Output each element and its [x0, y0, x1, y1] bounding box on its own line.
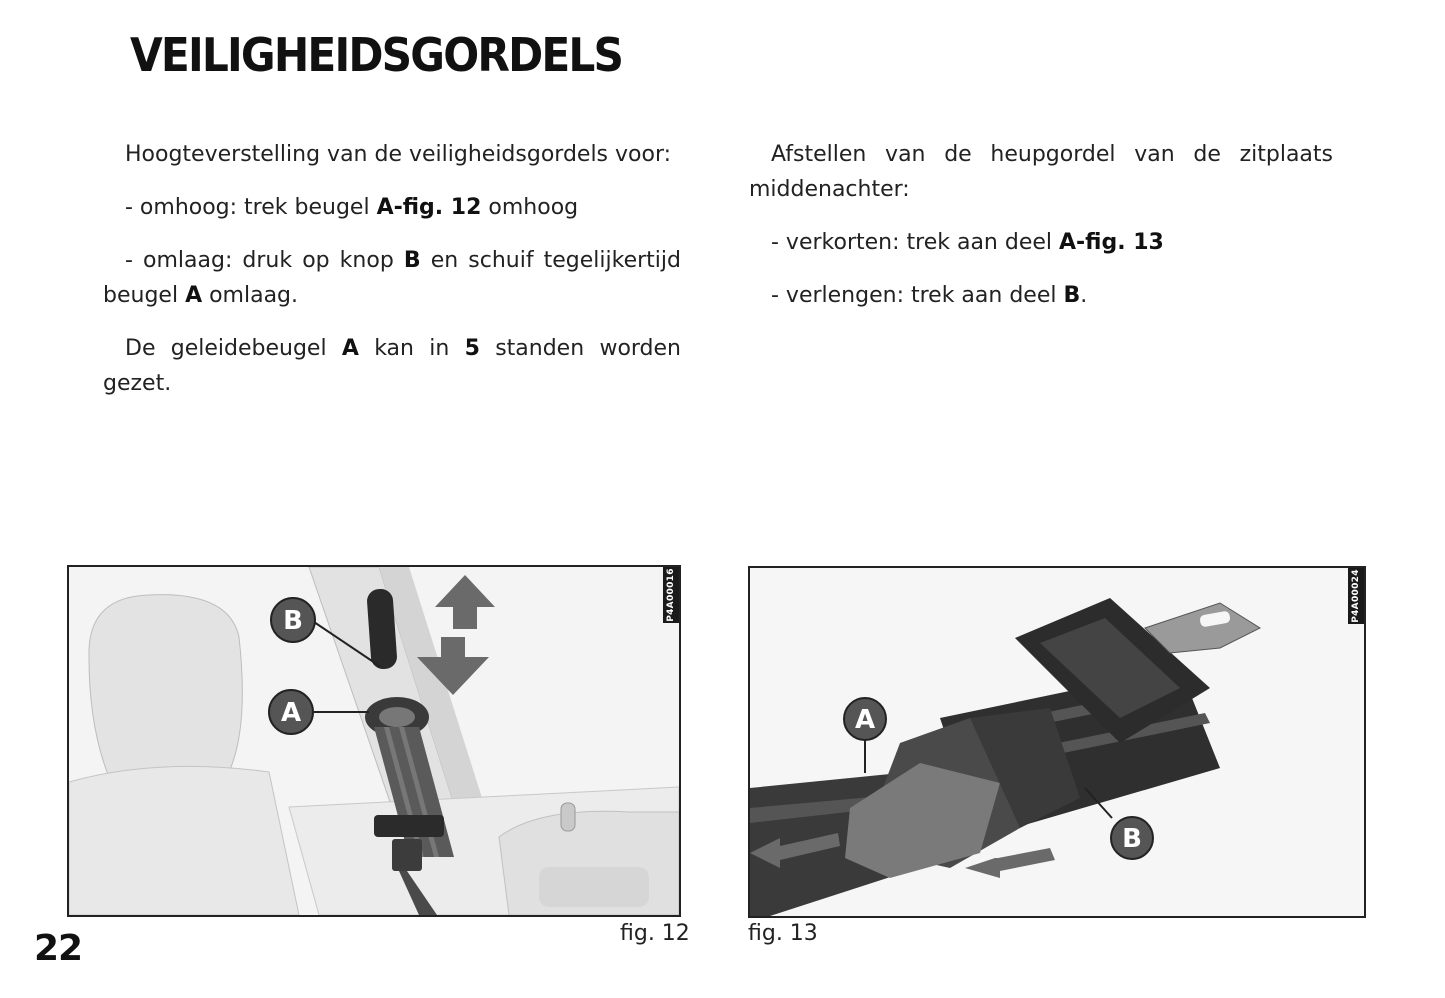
figure-13-illustration	[750, 568, 1364, 916]
left-intro: Hoogteverstelling van de veiligheidsgordels voor:	[125, 142, 672, 167]
figure-13-callout-b: B	[1122, 824, 1142, 854]
figure-12-code: P4A00016	[663, 567, 679, 623]
figure-12-caption: fig. 12	[620, 921, 690, 946]
figure-13-code: P4A00024	[1348, 568, 1364, 624]
left-item-up: - omhoog: trek beugel A-fig. 12 omhoog	[125, 195, 579, 220]
figure-13	[748, 566, 1366, 918]
figure-12-callout-a: A	[280, 698, 302, 728]
right-item-shorten: - verkorten: trek aan deel A-fig. 13	[771, 230, 1164, 255]
figure-12	[67, 565, 681, 917]
right-item-lengthen: - verlengen: trek aan deel B.	[771, 283, 1088, 308]
figure-12-illustration	[69, 567, 679, 915]
left-column	[103, 137, 681, 419]
figure-13-caption: fig. 13	[748, 921, 818, 946]
right-intro: Afstellen van de heupgordel van de zitplaats middenachter:	[749, 142, 1333, 202]
figure-12-callout-b: B	[283, 606, 303, 636]
page-title: VEILIGHEIDSGORDELS	[130, 28, 623, 82]
right-column	[749, 137, 1333, 331]
left-note: De geleidebeugel A kan in 5 standen worden gezet.	[103, 336, 682, 396]
page-number: 22	[34, 928, 83, 969]
left-item-down: - omlaag: druk op knop B en schuif tegelijkertijd beugel A omlaag.	[103, 248, 681, 308]
figure-13-callout-a: A	[854, 705, 876, 735]
